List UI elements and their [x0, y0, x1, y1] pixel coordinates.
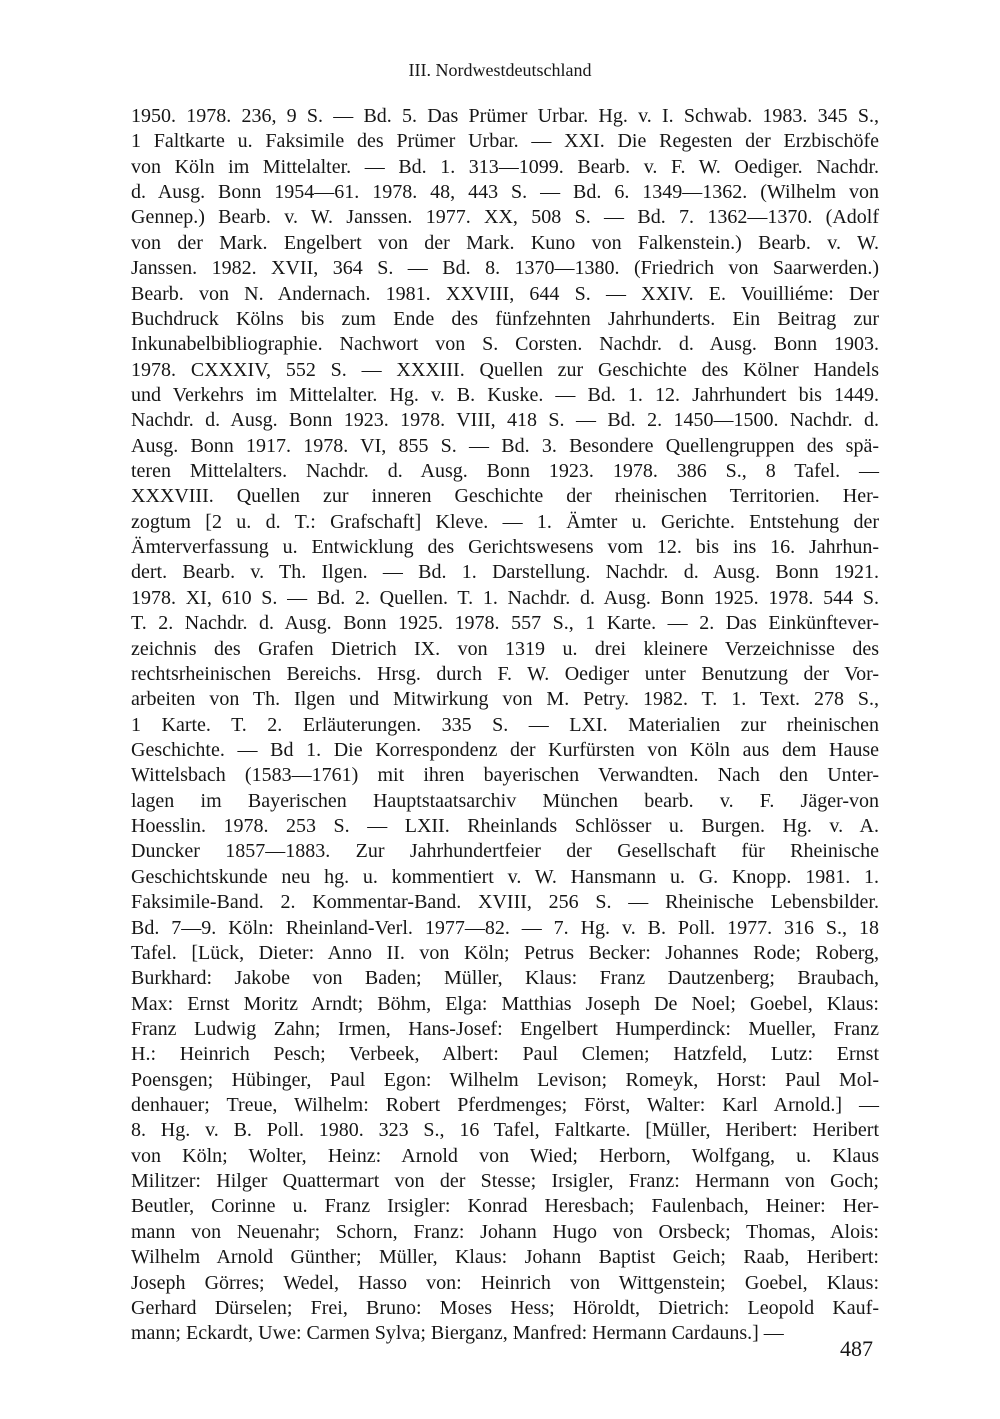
text-line: Nachdr. d. Ausg. Bonn 1923. 1978. VIII, 418 S. — Bd. 2. 1450—1500. Nachdr. d.: [131, 409, 879, 432]
text-line: Geschichte. — Bd 1. Die Korrespondenz der Kurfürsten von Köln aus dem Hause: [131, 738, 879, 761]
running-head: III. Nordwestdeutschland: [408, 60, 592, 80]
text-line: Gennep.) Bearb. v. W. Janssen. 1977. XX, 508 S. — Bd. 7. 1362—1370. (Adolf: [131, 206, 879, 229]
text-line: Wilhelm Arnold Günther; Müller, Klaus: Johann Baptist Geich; Raab, Heribert:: [131, 1246, 879, 1269]
text-line: arbeiten von Th. Ilgen und Mitwirkung von M. Petry. 1982. T. 1. Text. 278 S.,: [131, 688, 879, 711]
text-line: 8. Hg. v. B. Poll. 1980. 323 S., 16 Tafel, Faltkarte. [Müller, Heribert: Heribert: [131, 1119, 879, 1142]
text-line: und Verkehrs im Mittelalter. Hg. v. B. Kuske. — Bd. 1. 12. Jahrhundert bis 1449.: [131, 383, 879, 406]
page-number: 487: [840, 1336, 873, 1361]
text-line: dert. Bearb. v. Th. Ilgen. — Bd. 1. Darstellung. Nachdr. d. Ausg. Bonn 1921.: [131, 561, 879, 584]
text-line: Joseph Görres; Wedel, Hasso von: Heinrich von Wittgenstein; Goebel, Klaus:: [131, 1271, 879, 1294]
text-line: mann von Neuenahr; Schorn, Franz: Johann Hugo von Orsbeck; Thomas, Alois:: [131, 1220, 879, 1243]
text-line: d. Ausg. Bonn 1954—61. 1978. 48, 443 S. — Bd. 6. 1349—1362. (Wilhelm von: [131, 181, 879, 204]
text-line: Inkunabelbibliographie. Nachwort von S. Corsten. Nachdr. d. Ausg. Bonn 1903.: [131, 333, 879, 356]
text-line: lagen im Bayerischen Hauptstaatsarchiv München bearb. v. F. Jäger-von: [131, 789, 879, 812]
text-line: Bd. 7—9. Köln: Rheinland-Verl. 1977—82. — 7. Hg. v. B. Poll. 1977. 316 S., 18: [131, 916, 879, 939]
text-line: 1978. XI, 610 S. — Bd. 2. Quellen. T. 1. Nachdr. d. Ausg. Bonn 1925. 1978. 544 S.: [131, 586, 879, 609]
text-line: Poensgen; Hübinger, Paul Egon: Wilhelm Levison; Romeyk, Horst: Paul Mol-: [131, 1068, 879, 1091]
text-line: Gerhard Dürselen; Frei, Bruno: Moses Hess; Höroldt, Dietrich: Leopold Kauf-: [131, 1296, 879, 1319]
text-line: Burkhard: Jakobe von Baden; Müller, Klaus: Franz Dautzenberg; Braubach,: [131, 967, 879, 990]
text-line: von Köln; Wolter, Heinz: Arnold von Wied; Herborn, Wolfgang, u. Klaus: [131, 1144, 879, 1167]
text-line: Franz Ludwig Zahn; Irmen, Hans-Josef: Engelbert Humperdinck: Mueller, Franz: [131, 1017, 879, 1040]
text-line: H.: Heinrich Pesch; Verbeek, Albert: Paul Clemen; Hatzfeld, Lutz: Ernst: [131, 1043, 879, 1066]
text-line: denhauer; Treue, Wilhelm: Robert Pferdmenges; Först, Walter: Karl Arnold.] —: [131, 1094, 879, 1117]
text-line: 1 Faltkarte u. Faksimile des Prümer Urbar. — XXI. Die Regesten der Erzbischöfe: [131, 130, 879, 153]
text-line: 1950. 1978. 236, 9 S. — Bd. 5. Das Prümer Urbar. Hg. v. I. Schwab. 1983. 345 S.,: [131, 105, 879, 127]
text-line: Militzer: Hilger Quattermart von der Stesse; Irsigler, Franz: Hermann von Goch;: [131, 1170, 879, 1193]
text-line: von Köln im Mittelalter. — Bd. 1. 313—1099. Bearb. v. F. W. Oediger. Nachdr.: [131, 155, 879, 178]
text-line: Tafel. [Lück, Dieter: Anno II. von Köln; Petrus Becker: Johannes Rode; Roberg,: [131, 941, 879, 964]
text-line: teren Mittelalters. Nachdr. d. Ausg. Bonn 1923. 1978. 386 S., 8 Tafel. —: [131, 460, 879, 483]
text-line: zogtum [2 u. d. T.: Grafschaft] Kleve. — 1. Ämter u. Gerichte. Entstehung der: [131, 510, 879, 533]
text-line: von der Mark. Engelbert von der Mark. Kuno von Falkenstein.) Bearb. v. W.: [131, 231, 879, 254]
text-line: Janssen. 1982. XVII, 364 S. — Bd. 8. 1370—1380. (Friedrich von Saarwerden.): [131, 257, 879, 280]
text-line: 1978. CXXXIV, 552 S. — XXXIII. Quellen zur Geschichte des Kölner Handels: [131, 358, 879, 381]
text-line: 1 Karte. T. 2. Erläuterungen. 335 S. — LXI. Materialien zur rheinischen: [131, 713, 879, 736]
text-line: Ämterverfassung u. Entwicklung des Gerichtswesens vom 12. bis ins 16. Jahrhun-: [131, 536, 879, 559]
text-line: Ausg. Bonn 1917. 1978. VI, 855 S. — Bd. 3. Besondere Quellengruppen des spä-: [131, 434, 879, 457]
body-text: [131, 104, 879, 1347]
text-line: mann; Eckardt, Uwe: Carmen Sylva; Bierganz, Manfred: Hermann Cardauns.] —: [131, 1322, 784, 1345]
text-line: Duncker 1857—1883. Zur Jahrhundertfeier der Gesellschaft für Rheinische: [131, 840, 879, 863]
text-line: Buchdruck Kölns bis zum Ende des fünfzehnten Jahrhunderts. Ein Beitrag zur: [131, 307, 879, 330]
text-line: XXXVIII. Quellen zur inneren Geschichte der rheinischen Territorien. Her-: [131, 485, 879, 508]
text-line: Max: Ernst Moritz Arndt; Böhm, Elga: Matthias Joseph De Noel; Goebel, Klaus:: [131, 992, 879, 1015]
text-line: zeichnis des Grafen Dietrich IX. von 1319 u. drei kleinere Verzeichnisse des: [131, 637, 879, 660]
text-line: Wittelsbach (1583—1761) mit ihren bayerischen Verwandten. Nach den Unter-: [131, 764, 879, 787]
text-line: Geschichtskunde neu hg. u. kommentiert v. W. Hansmann u. G. Knopp. 1981. 1.: [131, 865, 879, 888]
text-line: Beutler, Corinne u. Franz Irsigler: Konrad Heresbach; Faulenbach, Heiner: Her-: [131, 1195, 879, 1218]
text-line: T. 2. Nachdr. d. Ausg. Bonn 1925. 1978. 557 S., 1 Karte. — 2. Das Einkünftever-: [131, 612, 879, 635]
text-line: Hoesslin. 1978. 253 S. — LXII. Rheinlands Schlösser u. Burgen. Hg. v. A.: [131, 815, 879, 838]
text-line: Bearb. von N. Andernach. 1981. XXVIII, 644 S. — XXIV. E. Vouilliéme: Der: [131, 282, 879, 305]
text-line: Faksimile-Band. 2. Kommentar-Band. XVIII, 256 S. — Rheinische Lebensbilder.: [131, 891, 879, 914]
text-line: rechtsrheinischen Bereichs. Hrsg. durch F. W. Oediger unter Benutzung der Vor-: [131, 662, 879, 685]
